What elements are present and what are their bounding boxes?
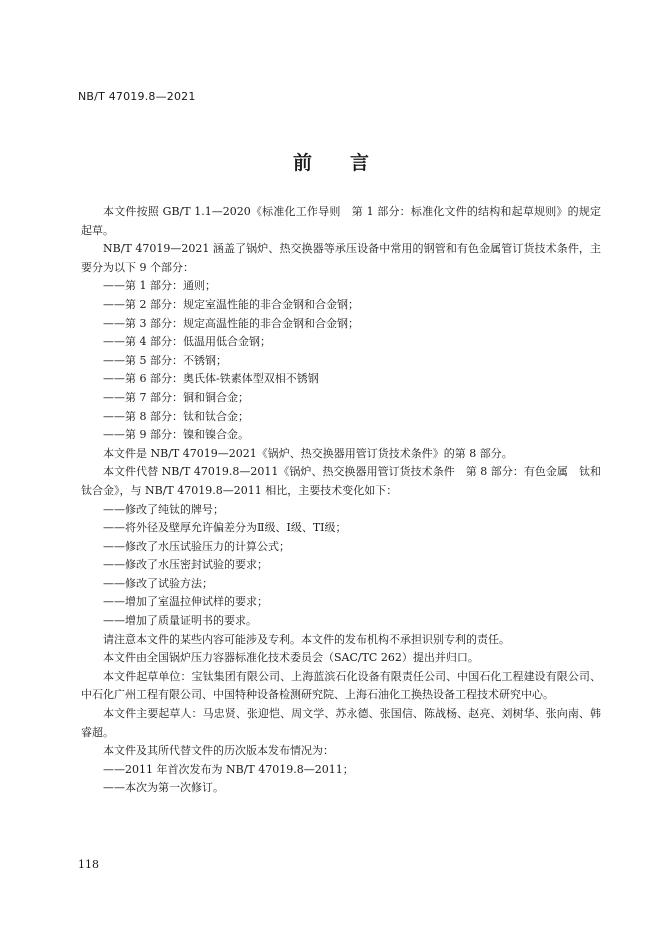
list-item: ——第 2 部分：规定室温性能的非合金钢和合金钢； [103,297,359,311]
paragraph-patent-notice: 请注意本文件的某些内容可能涉及专利。本文件的发布机构不承担识别专利的责任。 [103,632,510,646]
list-item: ——本次为第一次修订。 [103,781,224,795]
list-item: ——第 4 部分：低温用低合金钢； [103,335,271,349]
changes-list [81,501,601,631]
parts-list [81,277,601,444]
list-item: ——修改了水压密封试验的要求； [103,558,268,572]
list-item: ——将外径及壁厚允许偏差分为Ⅱ级、Ⅰ级、TⅠ级； [103,521,347,535]
list-item: ——修改了纯钛的牌号； [103,502,224,516]
paragraph-drafting-units: 本文件起草单位：宝钛集团有限公司、上海蓝滨石化设备有限责任公司、中国石化工程建设有限公司、中石化广州工程有限公司、中国特种设备检测研究院、上海石油化工换热设备工程技术研究中心。 [81,669,601,702]
page-number: 118 [78,858,99,871]
history-list [81,761,601,798]
paragraph-replacement: 本文件代替 NB/T 47019.8—2011《锅炉、热交换器用管订货技术条件 第 8 部分：有色金属 钛和钛合金》，与 NB/T 47019.8—2011 相比，主要技术变化如下： [81,465,601,497]
list-item: ——修改了水压试验压力的计算公式； [103,539,290,553]
list-item: ——增加了质量证明书的要求。 [103,614,257,628]
list-item: ——第 5 部分：不锈钢； [103,353,227,367]
standard-code: NB/T 47019.8—2021 [78,90,196,103]
list-item: ——第 9 部分：镍和镍合金。 [103,428,249,442]
paragraph-drafters: 本文件主要起草人：马忠贤、张迎恺、周文学、苏永德、张国信、陈战杨、赵亮、刘树华、张向南、韩睿超。 [81,707,601,739]
page-title: 前言 [292,152,407,174]
list-item: ——2011 年首次发布为 NB/T 47019.8—2011； [103,762,354,776]
list-item: ——增加了室温拉伸试样的要求； [103,595,268,609]
list-item: ——第 3 部分：规定高温性能的非合金钢和合金钢； [103,316,359,330]
list-item: ——第 8 部分：钛和钛合金； [103,409,249,423]
paragraph-proposer: 本文件由全国锅炉压力容器标准化技术委员会（SAC/TC 262）提出并归口。 [103,651,479,665]
paragraph-drafting-rules: 本文件按照 GB/T 1.1—2020《标准化工作导则 第 1 部分：标准化文件的结构和起草规则》的规定起草。 [81,205,601,237]
list-item: ——第 1 部分：通则； [103,279,216,293]
paragraph-part-statement: 本文件是 NB/T 47019—2021《锅炉、热交换器用管订货技术条件》的第 8 部分。 [103,446,513,460]
foreword-body [81,203,601,798]
list-item: ——第 6 部分：奥氏体-铁素体型双相不锈钢 [103,372,319,386]
list-item: ——第 7 部分：铜和铜合金； [103,390,249,404]
paragraph-scope-overview: NB/T 47019—2021 涵盖了锅炉、热交换器等承压设备中常用的钢管和有色金属管订货技术条件，主要分为以下 9 个部分： [81,242,601,274]
paragraph-history-intro: 本文件及其所代替文件的历次版本发布情况为： [103,744,334,758]
list-item: ——修改了试验方法； [103,576,213,590]
